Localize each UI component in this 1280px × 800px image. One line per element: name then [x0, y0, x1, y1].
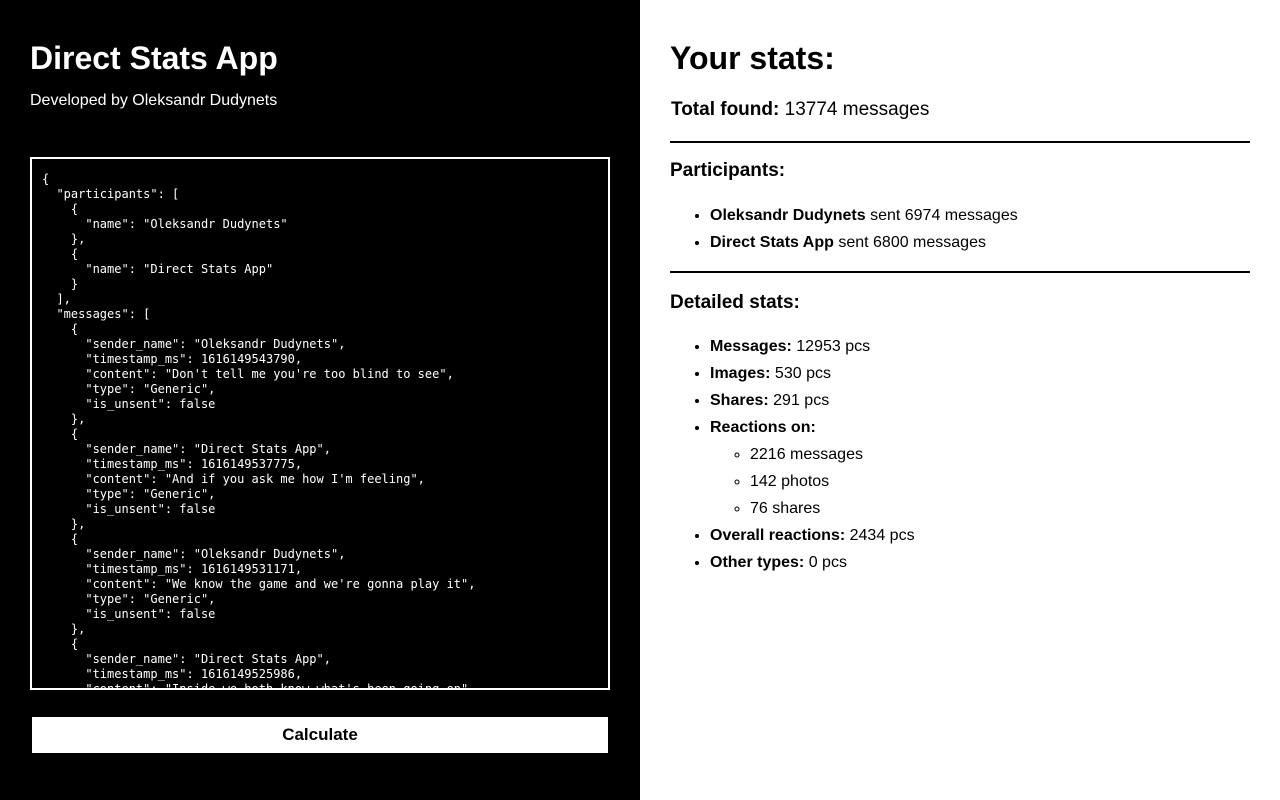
total-value: 13774 messages [784, 99, 930, 120]
divider [670, 141, 1250, 143]
list-item [710, 387, 915, 414]
stat-label: Shares: [710, 392, 769, 409]
stat-value: 0 pcs [808, 554, 847, 571]
list-item: ◦ 76 shares [750, 495, 915, 522]
participants-list [680, 202, 1018, 256]
stats-panel [640, 0, 1280, 800]
list-item [710, 202, 1018, 229]
list-item [710, 414, 915, 522]
total-label: Total found: [671, 99, 780, 120]
divider [670, 271, 1250, 273]
stat-value: 2434 pcs [849, 527, 915, 544]
list-item [710, 549, 915, 576]
participants-title: Participants: [670, 160, 786, 181]
json-input[interactable] [30, 157, 610, 690]
stat-label: Messages: [710, 338, 792, 355]
stats-title: Your stats: [670, 40, 835, 76]
list-item: ◦ 2216 messages [750, 441, 915, 468]
app-subtitle: Developed by Oleksandr Dudynets [30, 92, 278, 109]
participant-name: Direct Stats App [710, 234, 834, 251]
stat-value: 530 pcs [774, 365, 831, 382]
stat-label: Images: [710, 365, 771, 382]
list-item [710, 333, 915, 360]
list-item [710, 229, 1018, 256]
detailed-stats-list [680, 333, 915, 576]
list-item [710, 522, 915, 549]
stat-label: Overall reactions: [710, 527, 846, 544]
reactions-sublist [710, 441, 915, 522]
stat-label: Reactions on: [710, 419, 816, 436]
stat-value: 291 pcs [773, 392, 830, 409]
participant-name: Oleksandr Dudynets [710, 207, 866, 224]
stat-label: Other types: [710, 554, 805, 571]
list-item [710, 360, 915, 387]
list-item: ◦ 142 photos [750, 468, 915, 495]
participant-count: sent 6800 messages [838, 234, 986, 251]
stat-value: 12953 pcs [796, 338, 871, 355]
detailed-stats-title: Detailed stats: [670, 292, 800, 313]
participant-count: sent 6974 messages [870, 207, 1018, 224]
app-title: Direct Stats App [30, 40, 278, 76]
total-found [671, 99, 929, 121]
calculate-button[interactable]: Calculate [30, 715, 610, 755]
